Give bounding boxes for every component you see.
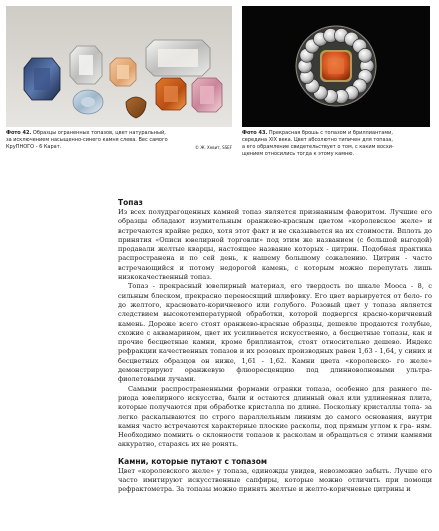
paragraph: Самыми распространенными формами огранки топаза, особенно для раннего пе- риода ювелирного искусства, были и остаются длинный овал или удлиненная плита, которые получаются при обработке кристалла по длине. Поскольку кристаллы топа- за легко раскалываются по строго параллельным линиям до самого основания, внутри камня часто встречаются характерные плоские расколы, под прямым углом к гра- ням. Необходимо помнить о склонности топазов к расколам и обращаться с этими камнями аккуратно, стараясь их не ронять.: [118, 384, 432, 449]
orange-topaz-gem: [156, 78, 186, 110]
pink-topaz-gem: [192, 78, 222, 112]
caption-line: Образцы ограненных топазов, цвет натуральный,: [32, 130, 166, 136]
caption-line: Прекрасная брошь с топазом и бриллиантами,: [268, 130, 393, 136]
topaz-samples-illustration: [6, 6, 232, 127]
peach-topaz-gem: [110, 58, 136, 86]
caption-line: щением относились тогда к этому камню.: [242, 151, 355, 157]
figure-42-label: Фото 42.: [6, 130, 32, 136]
article-body: [118, 197, 432, 495]
blue-topaz-gem: [24, 58, 60, 100]
brooch-topaz-center: [320, 50, 352, 82]
section-heading-confusions: Камни, которые путают с топазом: [118, 456, 267, 466]
photo-credit: © Ж. Хевит, SSEF: [194, 145, 232, 150]
paragraph: Топаз - прекрасный ювелирный материал, его твердость по шкале Мооса - 8, с сильным блеском, прекрасно переносящий шлифовку. Его цвет варьируется от бело- го до желтого, красновато-коричневого или голубого. Розовый цвет у топаза является следствием высокотемпературной обработки, которой подвергся красно-коричневый камень. Дороже всего стоят оранжево-красные образцы, дешевле продаются голубые, схожие с аквамарином, цвет их усиливается искусственно, а бесцветные топазы, как и прочие бесцветные камни, кроме бриллиантов, стоят относительно дешево. Индекс рефракции качественных топазов и их розовых производных равен 1,63 - 1,64, у синих и бесцветных образцов он ниже, 1,61 - 1,62. Камни цвета «королевско- го желе» демонстрируют оранжевую флюоресценцию под длинноволновыми ультра- фиолетовыми лучами.: [118, 282, 432, 384]
figure-43-label: Фото 43.: [242, 130, 268, 136]
figure-43-caption: [242, 130, 430, 158]
section-heading-topaz: Топаз: [118, 198, 143, 207]
paragraph: Из всех полудрагоценных камней топаз является признанным фаворитом. Лучшие его образцы обладают изумительным оранжево-красным цветом «королевское желе» и встречаются крайне редко, хотя этот факт и не сказывается на их стоимости. Вплоть до принятия «Описи ювелирной торговли» под этим же названием (с большой выгодой) продавали желтые кварцы, настоящее название которых - цитрин. Подобная практика распространена и по сей день, к нашему большому сожалению. Цитрин - часто встречающийся и потому недорогой камень, с которым можно перепутать лишь низкокачественный топаз.: [118, 208, 432, 282]
caption-line: за исключением насыщенно-синего камня слева. Вес самого: [6, 137, 168, 143]
brooch-illustration: [242, 6, 430, 127]
caption-line: а его обрамление свидетельствует о том, с каким воcхи-: [242, 144, 394, 150]
caption-line: середина XIX века. Цвет абсолютно типичен для топаза,: [242, 137, 393, 143]
paragraph: Цвет «королевского желе» у топаза, единожды увидев, невозможно забыть. Лучше его часто имитируют искусственные сапфиры, которые можно отличить при помощи рефрактометра. За топазы можно принять желтые и желто-коричневые цитрины и: [118, 466, 432, 494]
caption-weight: КруПНОГО - 6 Карат.: [6, 144, 62, 150]
large-pale-topaz-gem: [146, 40, 210, 76]
topaz-brooch-photo: [242, 6, 430, 127]
figure-42-caption: [6, 130, 232, 151]
light-blue-oval-gem: [73, 90, 103, 114]
diamond-stone: [358, 48, 372, 62]
colorless-topaz-gem: [70, 46, 102, 84]
topaz-samples-photo: [6, 6, 232, 127]
